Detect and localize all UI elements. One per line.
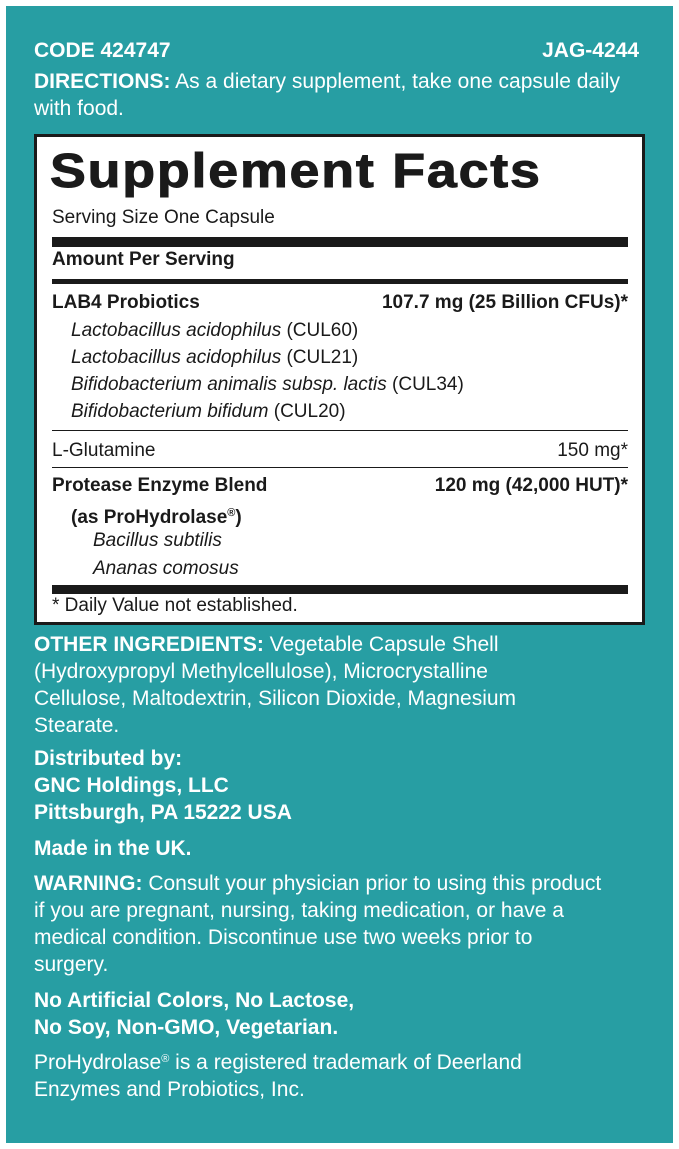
distributor-label: Distributed by:: [34, 747, 183, 770]
row-divider: [52, 467, 628, 468]
lab4-amount: 107.7 mg (25 Billion CFUs)*: [381, 292, 628, 313]
supplement-facts-panel: [34, 134, 645, 625]
code-row: [34, 38, 639, 64]
warning-text: Consult your physician prior to using this product if you are pregnant, nursing, taking medication, or have a medical condition. Discontinue use two weeks prior to surgery.: [34, 872, 602, 976]
strain-row: Bifidobacterium bifidum (CUL20): [71, 401, 346, 422]
free-from-claims: No Artificial Colors, No Lactose, No Soy, Non-GMO, Vegetarian.: [34, 989, 355, 1039]
directions-label: DIRECTIONS:: [34, 70, 171, 93]
amount-per-serving: Amount Per Serving: [52, 249, 235, 270]
protease-name: Protease Enzyme Blend: [52, 475, 268, 496]
directions: [34, 68, 634, 122]
other-ingredients-text: Vegetable Capsule Shell (Hydroxypropyl Methylcellulose), Microcrystalline Cellulose, Maltodextrin, Silicon Dioxide, Magnesium Stearate.: [34, 633, 517, 737]
strain-row: Bifidobacterium animalis subsp. lactis (CUL34): [71, 374, 464, 395]
protease-row: [52, 474, 628, 498]
strain-row: Lactobacillus acidophilus (CUL60): [71, 320, 359, 341]
glutamine-name: L-Glutamine: [52, 440, 156, 461]
distributor: [34, 745, 653, 826]
medium-divider: [52, 279, 628, 284]
distributor-address: Pittsburgh, PA 15222 USA: [34, 801, 292, 824]
thick-divider: [52, 585, 628, 594]
glutamine-row: [52, 439, 628, 463]
facts-title: Supplement Facts: [50, 145, 542, 198]
supplement-label: [6, 6, 673, 1143]
product-code: CODE 424747: [34, 39, 171, 62]
thick-divider: [52, 237, 628, 247]
lab4-name: LAB4 Probiotics: [52, 292, 200, 313]
strain-row: Lactobacillus acidophilus (CUL21): [71, 347, 359, 368]
enzyme-source: Ananas comosus: [93, 558, 239, 579]
protease-source: (as ProHydrolase®): [71, 507, 242, 528]
warning: [34, 870, 604, 978]
enzyme-source: Bacillus subtilis: [93, 530, 222, 551]
other-ingredients: [34, 631, 574, 739]
warning-label: WARNING:: [34, 872, 143, 895]
distributor-name: GNC Holdings, LLC: [34, 774, 229, 797]
lab4-row: [52, 291, 628, 315]
made-in: Made in the UK.: [34, 837, 192, 860]
footnote: * Daily Value not established.: [52, 595, 298, 616]
trademark-notice: ProHydrolase® is a registered trademark of Deerland Enzymes and Probiotics, Inc.: [34, 1051, 522, 1101]
directions-text: As a dietary supplement, take one capsule daily with food.: [34, 70, 620, 120]
protease-amount: 120 mg (42,000 HUT)*: [434, 475, 628, 496]
serving-size: Serving Size One Capsule: [52, 207, 275, 228]
other-ingredients-label: OTHER INGREDIENTS:: [34, 633, 264, 656]
row-divider: [52, 430, 628, 431]
jag-code: JAG-4244: [542, 39, 639, 62]
glutamine-amount: 150 mg*: [557, 440, 628, 461]
